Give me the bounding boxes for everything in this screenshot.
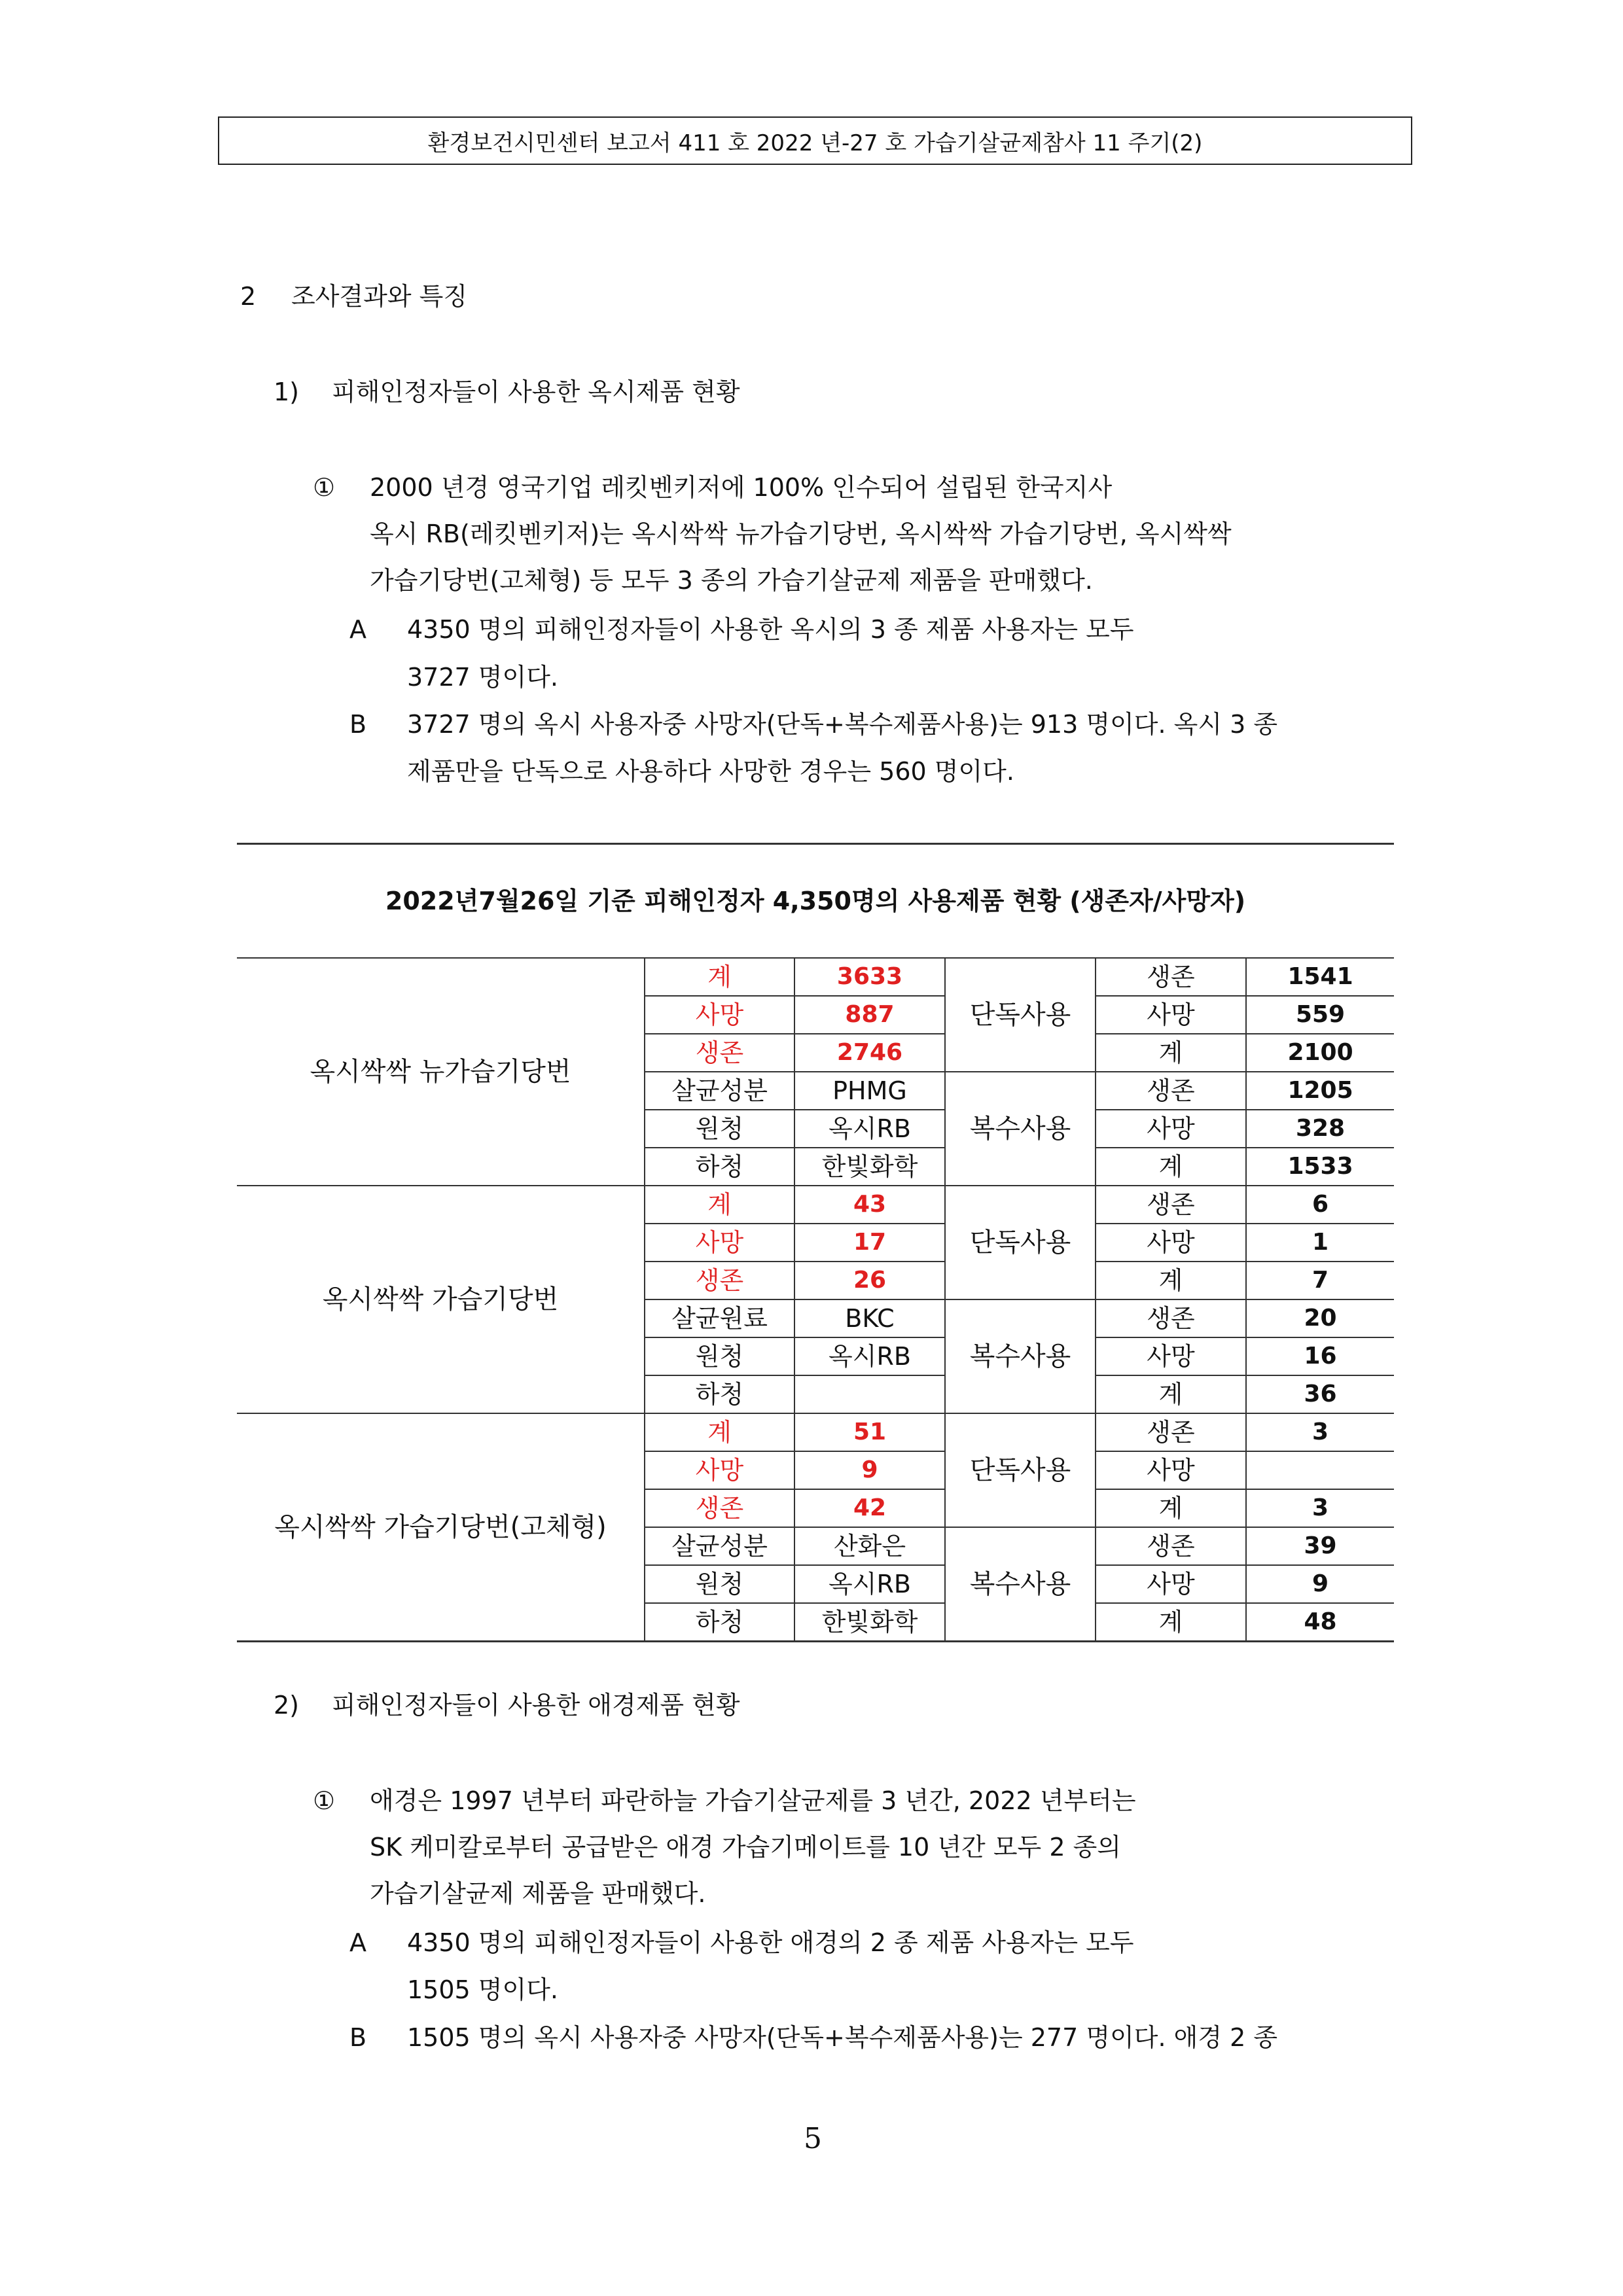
solo-use-label: 단독사용	[945, 958, 1096, 1072]
paragraph-line: 가습기살균제 제품을 판매했다.	[370, 1879, 706, 1908]
table-cell: 17	[794, 1224, 945, 1262]
paragraph-line: 1505 명이다.	[407, 1975, 558, 2004]
table-cell: 옥시RB	[794, 1337, 945, 1375]
table-cell: 계	[1096, 1262, 1246, 1299]
table-cell	[794, 1375, 945, 1413]
table-cell: 생존	[1096, 1072, 1246, 1110]
table-cell	[1246, 1451, 1394, 1489]
table-cell: 생존	[645, 1489, 794, 1527]
table-cell: 살균성분	[645, 1072, 794, 1110]
paragraph-line: 3727 명이다.	[407, 663, 558, 692]
table-cell: 살균성분	[645, 1527, 794, 1565]
table-cell: 사망	[645, 1224, 794, 1262]
table-cell: 9	[1246, 1565, 1394, 1603]
paragraph-line: 3727 명의 옥시 사용자중 사망자(단독+복수제품사용)는 913 명이다. 옥시 3 종	[407, 710, 1278, 739]
section-number: 2	[240, 282, 257, 311]
table-cell: 사망	[645, 1451, 794, 1489]
table-cell: 생존	[1096, 1527, 1246, 1565]
table-cell: 사망	[1096, 1110, 1246, 1148]
paragraph-line: 2000 년경 영국기업 레킷벤키저에 100% 인수되어 설립된 한국지사	[370, 473, 1113, 502]
subsection-number: 1)	[274, 378, 300, 406]
table-cell: 계	[1096, 1148, 1246, 1186]
table-cell: 계	[1096, 1034, 1246, 1072]
table-cell: 계	[1096, 1375, 1246, 1413]
table-cell: 하청	[645, 1375, 794, 1413]
product-name: 옥시싹싹 뉴가습기당번	[237, 958, 645, 1186]
product-usage-table	[237, 843, 1394, 1642]
list-marker: B	[349, 2023, 367, 2052]
table-cell: 사망	[1096, 1337, 1246, 1375]
paragraph-line: 가습기당번(고체형) 등 모두 3 종의 가습기살균제 제품을 판매했다.	[370, 566, 1093, 595]
paragraph-line: 4350 명의 피해인정자들이 사용한 옥시의 3 종 제품 사용자는 모두	[407, 615, 1134, 644]
table-row	[237, 1186, 1394, 1224]
table-cell: 생존	[1096, 1413, 1246, 1451]
paragraph-line: 제품만을 단독으로 사용하다 사망한 경우는 560 명이다.	[407, 757, 1014, 786]
table-cell: 42	[794, 1489, 945, 1527]
list-marker: A	[349, 615, 366, 644]
table-cell: 26	[794, 1262, 945, 1299]
table-cell: 한빛화학	[794, 1603, 945, 1642]
page-number: 5	[804, 2122, 822, 2155]
section-title: 조사결과와 특징	[291, 282, 468, 311]
table-cell: 계	[1096, 1489, 1246, 1527]
table-cell: 살균원료	[645, 1299, 794, 1337]
table-cell: 7	[1246, 1262, 1394, 1299]
table-cell: 6	[1246, 1186, 1394, 1224]
table-cell: 2746	[794, 1034, 945, 1072]
table-cell: 계	[645, 1413, 794, 1451]
table-cell: 1533	[1246, 1148, 1394, 1186]
table-cell: 3	[1246, 1413, 1394, 1451]
table-cell: 16	[1246, 1337, 1394, 1375]
solo-use-label: 단독사용	[945, 1413, 1096, 1527]
table-cell: 3633	[794, 958, 945, 996]
list-marker: A	[349, 1928, 366, 1957]
table-cell: 하청	[645, 1148, 794, 1186]
table-cell: 옥시RB	[794, 1110, 945, 1148]
table-cell: 생존	[1096, 958, 1246, 996]
table-cell: 328	[1246, 1110, 1394, 1148]
table-cell: 계	[645, 1186, 794, 1224]
table-cell: 48	[1246, 1603, 1394, 1642]
table-cell: 1541	[1246, 958, 1394, 996]
product-name: 옥시싹싹 가습기당번	[237, 1186, 645, 1413]
table-cell: 원청	[645, 1565, 794, 1603]
table-cell: PHMG	[794, 1072, 945, 1110]
paragraph-line: 1505 명의 옥시 사용자중 사망자(단독+복수제품사용)는 277 명이다. 애경 2 종	[407, 2023, 1278, 2052]
paragraph-line: 애경은 1997 년부터 파란하늘 가습기살균제를 3 년간, 2022 년부터는	[370, 1786, 1136, 1815]
table-cell: 원청	[645, 1337, 794, 1375]
subsection-number: 2)	[274, 1691, 300, 1720]
list-marker: B	[349, 710, 367, 739]
table-cell: 사망	[1096, 1565, 1246, 1603]
subsection-title: 피해인정자들이 사용한 옥시제품 현황	[332, 378, 740, 406]
table-cell: 옥시RB	[794, 1565, 945, 1603]
table-cell: 887	[794, 996, 945, 1034]
report-header	[218, 116, 1412, 165]
paragraph-line: 4350 명의 피해인정자들이 사용한 애경의 2 종 제품 사용자는 모두	[407, 1928, 1134, 1957]
table-cell: 생존	[645, 1262, 794, 1299]
subsection-title: 피해인정자들이 사용한 애경제품 현황	[332, 1691, 740, 1720]
table-cell: 하청	[645, 1603, 794, 1642]
table-cell: BKC	[794, 1299, 945, 1337]
table-cell: 원청	[645, 1110, 794, 1148]
table-cell: 계	[1096, 1603, 1246, 1642]
table-cell: 생존	[645, 1034, 794, 1072]
table-cell: 사망	[1096, 1224, 1246, 1262]
table-cell: 산화은	[794, 1527, 945, 1565]
item-marker: ①	[313, 473, 336, 502]
table-cell: 사망	[1096, 1451, 1246, 1489]
table-cell: 1	[1246, 1224, 1394, 1262]
product-name: 옥시싹싹 가습기당번(고체형)	[237, 1413, 645, 1642]
table-cell: 559	[1246, 996, 1394, 1034]
table-cell: 1205	[1246, 1072, 1394, 1110]
table-row	[237, 1413, 1394, 1451]
table-cell: 51	[794, 1413, 945, 1451]
solo-use-label: 단독사용	[945, 1186, 1096, 1299]
report-header-text: 환경보건시민센터 보고서 411 호 2022 년-27 호 가습기살균제참사 11 주기(2)	[427, 130, 1203, 156]
table-cell: 43	[794, 1186, 945, 1224]
table-cell: 생존	[1096, 1186, 1246, 1224]
multi-use-label: 복수사용	[945, 1299, 1096, 1413]
item-marker: ①	[313, 1786, 336, 1815]
table-cell: 9	[794, 1451, 945, 1489]
table-cell: 20	[1246, 1299, 1394, 1337]
table-cell: 사망	[645, 996, 794, 1034]
multi-use-label: 복수사용	[945, 1527, 1096, 1642]
paragraph-line: SK 케미칼로부터 공급받은 애경 가습기메이트를 10 년간 모두 2 종의	[370, 1833, 1121, 1862]
paragraph-line: 옥시 RB(레킷벤키저)는 옥시싹싹 뉴가습기당번, 옥시싹싹 가습기당번, 옥시싹싹	[370, 520, 1232, 548]
table-row	[237, 958, 1394, 996]
table-cell: 3	[1246, 1489, 1394, 1527]
table-cell: 생존	[1096, 1299, 1246, 1337]
table-cell: 계	[645, 958, 794, 996]
table-cell: 36	[1246, 1375, 1394, 1413]
table-cell: 한빛화학	[794, 1148, 945, 1186]
multi-use-label: 복수사용	[945, 1072, 1096, 1186]
table-title: 2022년7월26일 기준 피해인정자 4,350명의 사용제품 현황 (생존자/사망자)	[237, 844, 1394, 959]
table-cell: 39	[1246, 1527, 1394, 1565]
table-cell: 2100	[1246, 1034, 1394, 1072]
table-cell: 사망	[1096, 996, 1246, 1034]
